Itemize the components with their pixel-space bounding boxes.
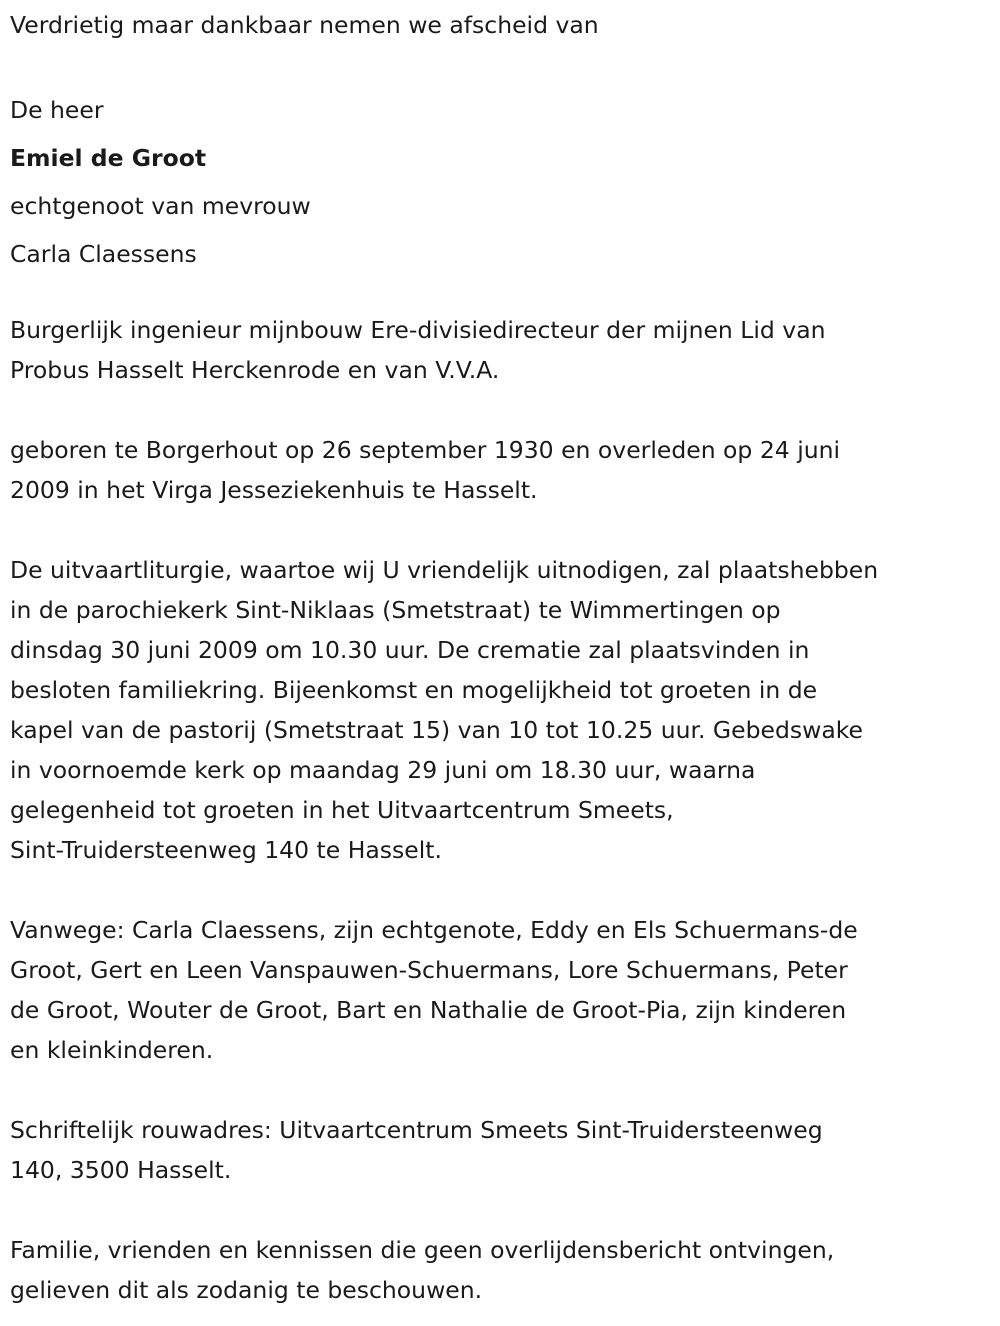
paragraph-line: kapel van de pastorij (Smetstraat 15) van 10 tot 10.25 uur. Gebedswake: [10, 716, 863, 744]
paragraph-line: en kleinkinderen.: [10, 1036, 214, 1064]
spouse-name: Carla Claessens: [10, 240, 197, 268]
obituary-header: [10, 5, 995, 278]
paragraph-line: de Groot, Wouter de Groot, Bart en Nathalie de Groot-Pia, zijn kinderen: [10, 996, 847, 1024]
paragraph-line: Schriftelijk rouwadres: Uitvaartcentrum Smeets Sint-Truidersteenweg: [10, 1116, 823, 1144]
paragraph-line: besloten familiekring. Bijeenkomst en mogelijkheid tot groeten in de: [10, 676, 818, 704]
paragraph-line: gelieven dit als zodanig te beschouwen.: [10, 1276, 483, 1304]
paragraph-line: Sint-Truidersteenweg 140 te Hasselt.: [10, 836, 442, 864]
paragraph-line: Probus Hasselt Herckenrode en van V.V.A.: [10, 356, 500, 384]
family-paragraph: [10, 910, 995, 1070]
deceased-name: Emiel de Groot: [10, 144, 207, 172]
paragraph-line: in voornoemde kerk op maandag 29 juni om 18.30 uur, waarna: [10, 756, 756, 784]
paragraph-line: Groot, Gert en Leen Vanspauwen-Schuermans, Lore Schuermans, Peter: [10, 956, 848, 984]
birth-death-paragraph: [10, 430, 995, 510]
paragraph-line: Burgerlijk ingenieur mijnbouw Ere-divisiedirecteur der mijnen Lid van: [10, 316, 826, 344]
relation-text: echtgenoot van mevrouw: [10, 192, 311, 220]
paragraph-line: geboren te Borgerhout op 26 september 1930 en overleden op 24 juni: [10, 436, 841, 464]
funeral-paragraph: [10, 550, 995, 870]
obituary-document: [10, 5, 995, 1310]
paragraph-line: 2009 in het Virga Jesseziekenhuis te Hasselt.: [10, 476, 538, 504]
paragraph-line: in de parochiekerk Sint-Niklaas (Smetstraat) te Wimmertingen op: [10, 596, 781, 624]
paragraph-line: De uitvaartliturgie, waartoe wij U vriendelijk uitnodigen, zal plaatshebben: [10, 556, 879, 584]
paragraph-line: Familie, vrienden en kennissen die geen overlijdensbericht ontvingen,: [10, 1236, 835, 1264]
paragraph-line: 140, 3500 Hasselt.: [10, 1156, 232, 1184]
title-text: De heer: [10, 96, 104, 124]
obituary-body: [10, 310, 995, 1310]
intro-text: Verdrietig maar dankbaar nemen we afscheid van: [10, 11, 599, 39]
profession-paragraph: [10, 310, 995, 390]
paragraph-line: Vanwege: Carla Claessens, zijn echtgenote, Eddy en Els Schuermans-de: [10, 916, 858, 944]
notice-paragraph: [10, 1230, 995, 1310]
paragraph-line: gelegenheid tot groeten in het Uitvaartcentrum Smeets,: [10, 796, 674, 824]
paragraph-line: dinsdag 30 juni 2009 om 10.30 uur. De crematie zal plaatsvinden in: [10, 636, 810, 664]
address-paragraph: [10, 1110, 995, 1190]
